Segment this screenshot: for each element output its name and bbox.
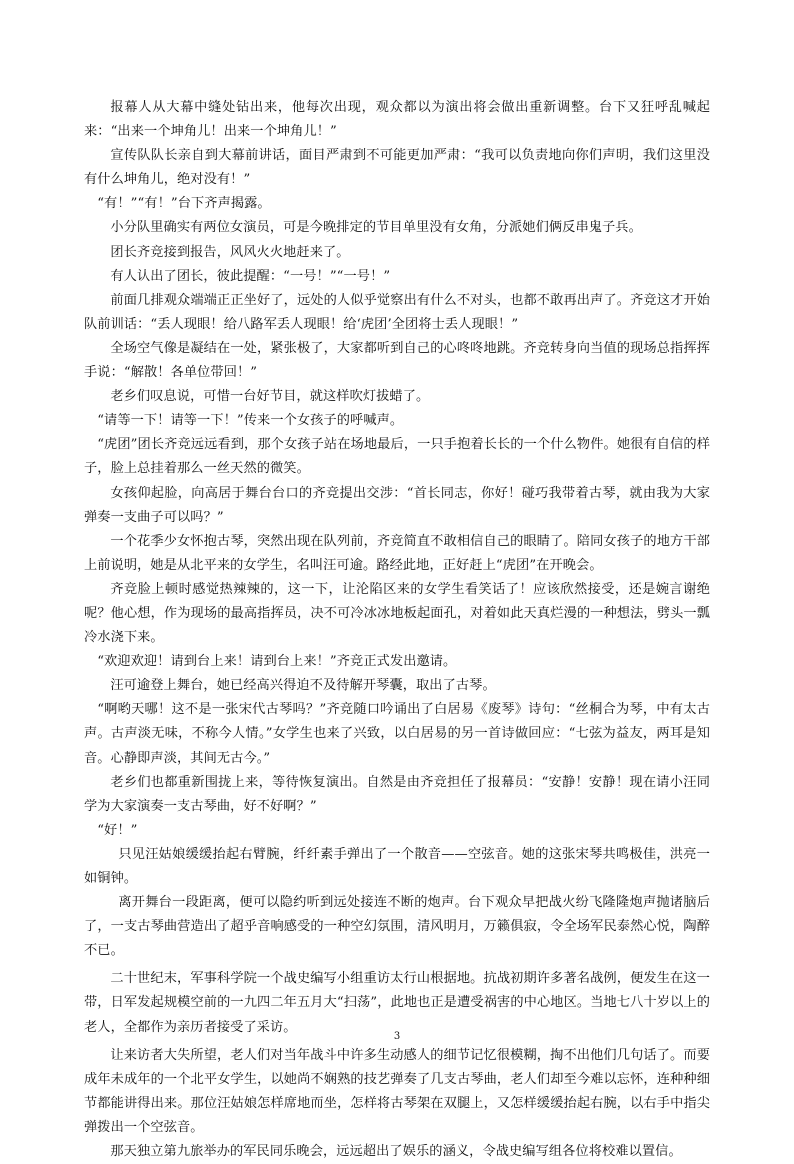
paragraph: 女孩仰起脸，向高居于舞台台口的齐竞提出交涉：“首长同志，你好！碰巧我带着古琴，就由我为大家弹奏一支曲子可以吗？” bbox=[84, 485, 710, 525]
paragraph: 汪可逾登上舞台，她已经高兴得迫不及待解开琴囊，取出了古琴。 bbox=[110, 678, 496, 694]
paragraph: 老乡们叹息说，可惜一台好节目，就这样吹灯拔蜡了。 bbox=[110, 389, 430, 405]
paragraph: “好！” bbox=[97, 822, 138, 838]
paragraph: 报幕人从大幕中缝处钻出来，他每次出现，观众都以为演出将会做出重新调整。台下又狂呼乱喊起来：“出来一个坤角儿！出来一个坤角儿！” bbox=[84, 100, 710, 140]
paragraph: “有！”“有！”台下齐声揭露。 bbox=[97, 196, 271, 212]
paragraph: “请等一下！请等一下！”传来一个女孩子的呼喊声。 bbox=[97, 413, 404, 429]
paragraph: “啊哟天哪！这不是一张宋代古琴吗？”齐竞随口吟诵出了白居易《废琴》诗句：“丝桐合为琴，中有太古声。古声淡无味，不称今人情。”女学生也来了兴致，以白居易的另一首诗做回应：“七弦为益友，两耳是知音。心静即声淡，其间无古今。” bbox=[84, 702, 710, 766]
paragraph: 一个花季少女怀抱古琴，突然出现在队列前，齐竞简直不敢相信自己的眼睛了。陪同女孩子的地方干部上前说明，她是从北平来的女学生，名叫汪可逾。路经此地，正好赶上“虎团”在开晚会。 bbox=[84, 533, 710, 573]
paragraph: 有人认出了团长，彼此提醒：“一号！”“一号！” bbox=[110, 268, 391, 284]
paragraph: 离开舞台一段距离，便可以隐约听到远处接连不断的炮声。台下观众早把战火纷飞隆隆炮声抛诸脑后了，一支古琴曲营造出了超乎音响感受的一种空幻氛围，清风明月，万籁俱寂，令全场军民泰然心悦，陶醉不已。 bbox=[84, 895, 710, 959]
paragraph: 老乡们也都重新围拢上来，等待恢复演出。自然是由齐竞担任了报幕员：“安静！安静！现在请小汪同学为大家演奏一支古琴曲，好不好啊？” bbox=[84, 774, 710, 814]
paragraph: 二十世纪末，军事科学院一个战史编写小组重访太行山根据地。抗战初期许多著名战例，便发生在这一带，日军发起规模空前的一九四二年五月大“扫荡”，此地也正是遭受祸害的中心地区。当地七八十岁以上的老人，全都作为亲历者接受了采访。 bbox=[84, 971, 710, 1035]
paragraph: 全场空气像是凝结在一处，紧张极了，大家都听到自己的心咚咚地跳。齐竞转身向当值的现场总指挥挥手说：“解散！各单位带回！” bbox=[84, 340, 710, 381]
paragraph: “虎团”团长齐竞远远看到，那个女孩子站在场地最后，一只手抱着长长的一个什么物件。她很有自信的样子，脸上总挂着那么一丝天然的微笑。 bbox=[84, 437, 710, 477]
paragraph: 宣传队队长亲自到大幕前讲话，面目严肃到不可能更加严肃：“我可以负责地向你们声明，我们这里没有什么坤角儿，绝对没有！” bbox=[84, 148, 710, 188]
paragraph: 前面几排观众端端正正坐好了，远处的人似乎觉察出有什么不对头，也都不敢再出声了。齐竞这才开始队前训话：“丢人现眼！给八路军丢人现眼！给‘虎团’全团将士丢人现眼！” bbox=[84, 292, 710, 332]
paragraph: 那天独立第九旅举办的军民同乐晚会，远远超出了娱乐的涵义，令战史编写组各位将校难以置信。 bbox=[110, 1144, 682, 1160]
paragraph: 小分队里确实有两位女演员，可是今晚排定的节目单里没有女角，分派她们俩反串鬼子兵。 bbox=[110, 220, 642, 236]
paragraph: “欢迎欢迎！请到台上来！请到台上来！”齐竞正式发出邀请。 bbox=[97, 654, 457, 670]
page-number: 3 bbox=[393, 1031, 401, 1042]
paragraph: 团长齐竞接到报告，风风火火地赶来了。 bbox=[110, 244, 350, 260]
document-body bbox=[84, 96, 710, 1164]
paragraph: 让来访者大失所望，老人们对当年战斗中许多生动感人的细节记忆很模糊，掏不出他们几句话了。而要成年未成年的一个北平女学生，以她尚不娴熟的技艺弹奏了几支古琴曲，老人们却至今难以忘怀，连种种细节都能讲得出来。那位汪姑娘怎样席地而坐，怎样将古琴架在双腿上，又怎样缓缓抬起右腕，以右手中指尖弹拨出一个空弦音。 bbox=[84, 1047, 710, 1135]
paragraph: 只见汪姑娘缓缓抬起右臂腕，纤纤素手弹出了一个散音——空弦音。她的这张宋琴共鸣极佳，洪亮一如铜钟。 bbox=[84, 846, 710, 886]
paragraph: 齐竞脸上顿时感觉热辣辣的，这一下，让沦陷区来的女学生看笑话了！应该欣然接受，还是婉言谢绝呢？他心想，作为现场的最高指挥员，决不可冷冰冰地板起面孔，对着如此天真烂漫的一种想法，劈头一瓢冷水浇下来。 bbox=[84, 581, 710, 646]
